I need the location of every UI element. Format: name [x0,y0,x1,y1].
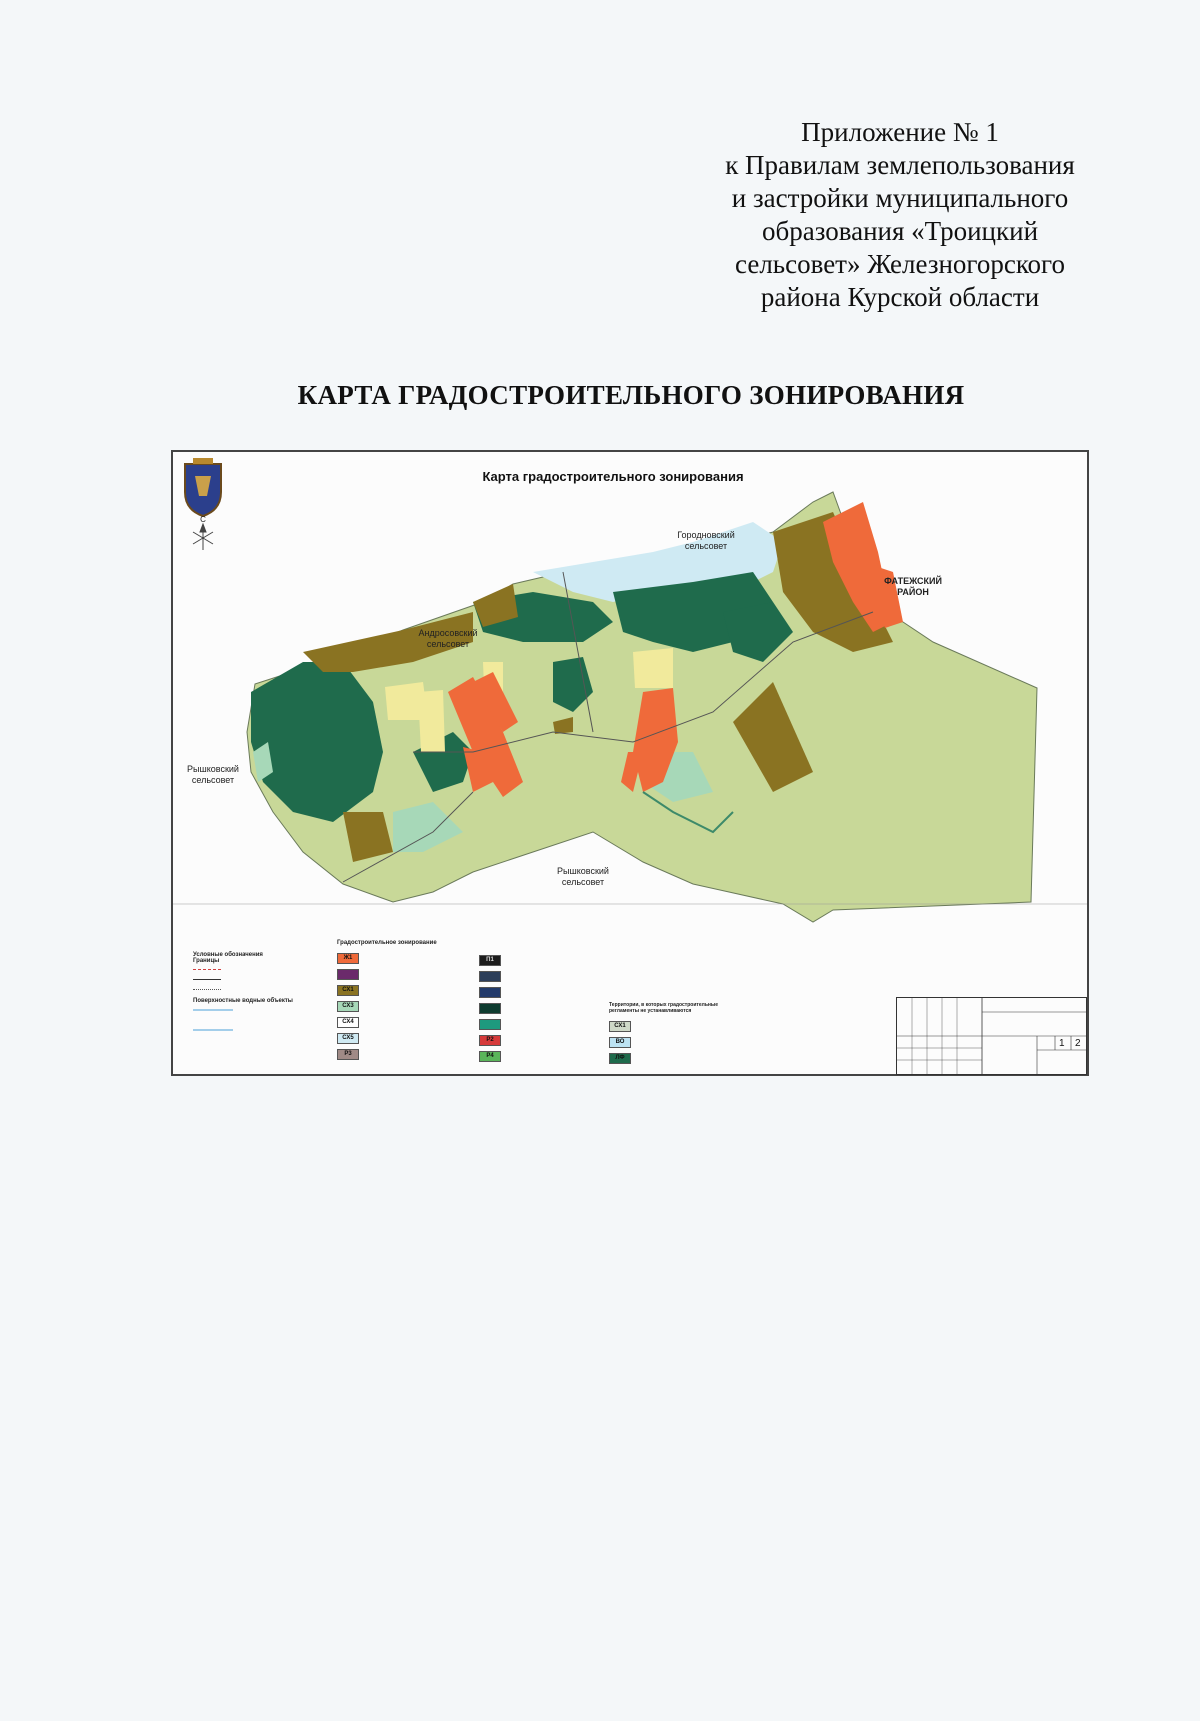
zone-swatch [337,969,359,980]
zone-swatch: Р2 [479,1035,501,1046]
appendix-line: к Правилам землепользования [725,150,1075,180]
legend-water-heading: Поверхностные водные объекты [193,998,293,1004]
label-fatezh: ФАТЕЖСКИЙ РАЙОН [884,576,942,597]
legend-heading: Условные обозначения [193,952,263,958]
zone-swatch: Р3 [337,1049,359,1060]
legend-symbols [193,952,293,1004]
legend-item [609,1034,719,1050]
legend-item [479,1016,599,1032]
zone-swatch: Р4 [479,1051,501,1062]
legend-item [609,1018,719,1034]
document-title: КАРТА ГРАДОСТРОИТЕЛЬНОГО ЗОНИРОВАНИЯ [297,380,965,410]
zone-swatch: СХ5 [337,1033,359,1044]
zoning-map [171,450,1089,1076]
legend-item [337,1014,457,1030]
sheet-number: 1 [1059,1038,1065,1049]
legend-special [609,1002,719,1066]
zone-swatch: СХ1 [609,1021,631,1032]
zone-swatch: СХ4 [337,1017,359,1028]
legend-item [609,1050,719,1066]
zone-swatch: ЛФ [609,1053,631,1064]
north-arrow-icon [193,524,213,550]
appendix-line: и застройки муниципального [731,183,1069,213]
legend-zoning-heading: Градостроительное зонирование [337,940,437,946]
legend-item [479,1032,599,1048]
label-ryshkovsky-west: Рышковский сельсовет [187,764,239,785]
north-letter: С [200,515,206,524]
map-drawing [173,452,1087,1074]
label-androsovsky: Андросовский сельсовет [418,628,478,649]
legend-item [479,1000,599,1016]
yellow-zone [633,648,673,688]
zone-swatch: СХ1 [337,985,359,996]
zone-swatch: СХ3 [337,1001,359,1012]
legend-subheading: Границы [193,958,220,964]
appendix-line: образования «Троицкий [761,216,1039,246]
legend-item [337,982,457,998]
legend-item [337,950,457,966]
appendix-header [700,116,1100,314]
sheet-total: 2 [1075,1038,1081,1049]
map-title: Карта градостроительного зонирования [482,469,744,484]
zone-swatch: ВО [609,1037,631,1048]
legend-item [337,1030,457,1046]
title-block-stamp [896,997,1087,1075]
legend-item [479,1048,599,1064]
zone-swatch [479,987,501,998]
coat-of-arms-icon [185,458,221,516]
legend-item [337,966,457,982]
legend-zoning [337,940,457,1062]
zone-swatch: П1 [479,955,501,966]
legend-special-heading: Территории, в которых градостроительные регламенты не устанавливаются [609,1002,718,1014]
legend-item [479,968,599,984]
legend-item [479,952,599,968]
yellow-zone [418,690,445,752]
zone-swatch [479,971,501,982]
zone-swatch [479,1019,501,1030]
zone-swatch [479,1003,501,1014]
appendix-line: района Курской области [760,282,1040,312]
label-ryshkovsky-south: Рышковский сельсовет [557,866,609,887]
legend-zoning-col2 [479,952,599,1064]
zone-swatch: Ж1 [337,953,359,964]
legend-item [337,998,457,1014]
legend-item [479,984,599,1000]
legend-item [337,1046,457,1062]
appendix-line: Приложение № 1 [801,117,999,147]
label-gorodnovsky: Городновский сельсовет [677,530,735,551]
appendix-line: сельсовет» Железногорского [735,249,1065,279]
